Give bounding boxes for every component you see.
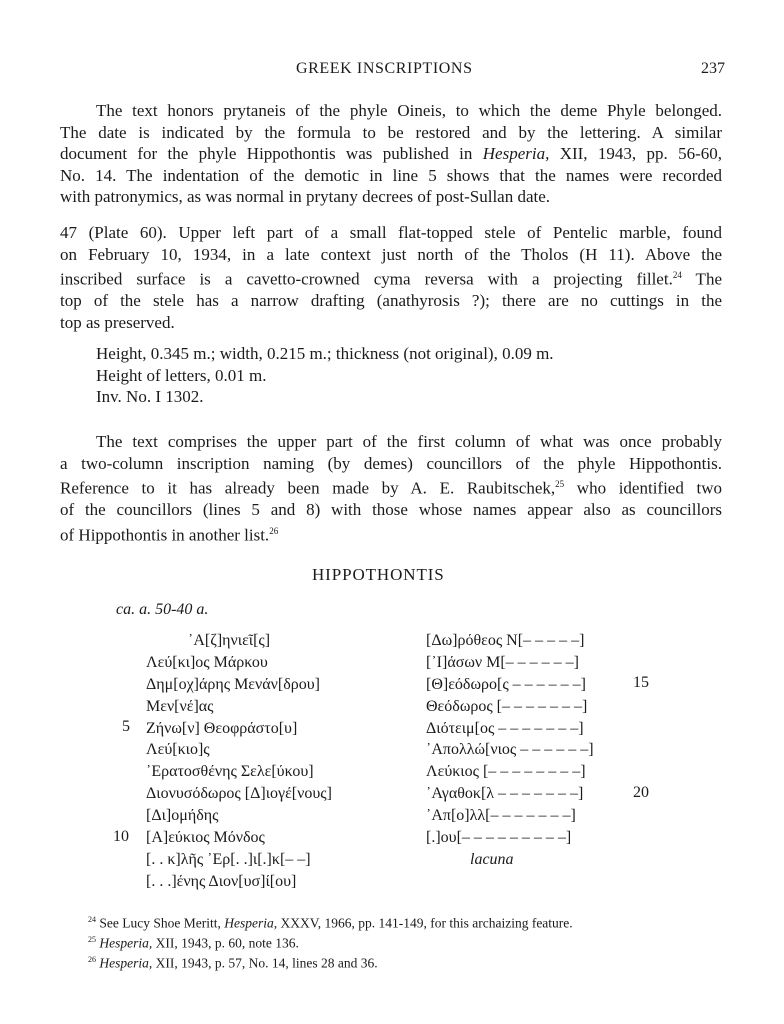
commentary-line: of the councillors (lines 5 and 8) with those whose names appear also as councillors bbox=[60, 500, 722, 520]
commentary-line: a two-column inscription naming (by demes) councillors of the phyle Hippothontis. bbox=[60, 453, 722, 473]
inscription-line: Λεύ[κιο]ς bbox=[146, 741, 210, 759]
inscription-line: [᾿Ι]άσων Μ[– – – – – –] bbox=[426, 653, 579, 671]
line-number: 10 bbox=[113, 828, 129, 845]
inscription-line: Θεόδωρος [– – – – – – –] bbox=[426, 697, 588, 715]
date-line bbox=[116, 601, 208, 619]
inscription-line: [Α]εύκιος Μόνδος bbox=[146, 829, 265, 847]
commentary-paragraph bbox=[60, 431, 722, 546]
entry-text: (Plate 60). Upper left part of a small flat-topped stele of Pentelic marble, found bbox=[77, 223, 722, 242]
footnote-text: XXXV, 1966, pp. 141-149, for this archaizing feature. bbox=[277, 915, 573, 931]
entry-line: top as preserved. bbox=[60, 313, 175, 333]
measurement-line: Height of letters, 0.01 m. bbox=[96, 365, 267, 385]
inscription-line: Δημ[οχ]άρης Μενάν[δρου] bbox=[146, 675, 320, 693]
footnote-text: XII, 1943, p. 60, note 136. bbox=[152, 935, 299, 951]
commentary-line bbox=[60, 521, 722, 546]
inscription-line: Λεύκιος [– – – – – – – –] bbox=[426, 763, 586, 781]
date-text: ca. a. 50-40 a. bbox=[116, 601, 209, 618]
footnote-ref: 24 bbox=[672, 270, 682, 281]
inscription-line: Διονυσόδωρος [Δ]ιογέ[νους] bbox=[146, 785, 332, 803]
measurement-line: Height, 0.345 m.; width, 0.215 m.; thickness (not original), 0.09 m. bbox=[96, 344, 554, 363]
entry-paragraph bbox=[60, 222, 722, 334]
line-number: 5 bbox=[122, 718, 130, 735]
measurement-line: Inv. No. I 1302. bbox=[96, 387, 204, 407]
inscription-line: ᾿Α[ζ]ηνιεῖ[ς] bbox=[188, 632, 271, 649]
footnote bbox=[88, 912, 573, 932]
journal-title: Hesperia, bbox=[99, 955, 153, 971]
running-header-title: GREEK INSCRIPTIONS bbox=[296, 60, 473, 77]
footnote-number: 25 bbox=[88, 935, 96, 945]
entry-line: top of the stele has a narrow drafting (anathyrosis ?); there are no cuttings in the bbox=[60, 291, 722, 311]
commentary-text: Reference to it has already been made by A. E. Raubitschek, bbox=[60, 478, 556, 498]
inscription-column-a bbox=[146, 630, 332, 893]
footnote bbox=[88, 952, 573, 972]
inscription-line: [Θ]εόδωρο[ς – – – – – –] bbox=[426, 675, 586, 693]
inscription-line: Μεν[νέ]ας bbox=[146, 697, 214, 715]
inscription-line: ᾿Ερατοσθένης Σελε[ύκου] bbox=[146, 763, 314, 781]
commentary-text: who identified two bbox=[564, 478, 723, 498]
journal-title: Hesperia, bbox=[224, 915, 278, 931]
inscription-line: ᾿Απολλώ[νιος – – – – – –] bbox=[426, 741, 594, 759]
line-number: 15 bbox=[633, 674, 649, 691]
journal-title: Hesperia, bbox=[99, 935, 153, 951]
inscription-line: Λεύ[κι]ος Μάρκου bbox=[146, 653, 268, 671]
intro-line: with patronymics, as was normal in prytany decrees of post-Sullan date. bbox=[60, 187, 551, 207]
inscription-column-b bbox=[426, 630, 594, 871]
inscription-line: [Δω]ρόθεος Ν[– – – – –] bbox=[426, 632, 585, 649]
inscription-line: [Δι]ομήδης bbox=[146, 807, 219, 825]
intro-line: The text honors prytaneis of the phyle Oineis, to which the deme Phyle belonged. bbox=[96, 101, 722, 120]
line-number: 20 bbox=[633, 784, 649, 801]
entry-number: 47 bbox=[60, 223, 77, 242]
footnote-number: 26 bbox=[88, 955, 96, 965]
intro-text: XII, 1943, pp. 56-60, bbox=[549, 144, 723, 164]
inscription-line: Διότειμ[ος – – – – – – –] bbox=[426, 719, 584, 737]
section-title: HIPPOTHONTIS bbox=[312, 565, 445, 584]
footnotes bbox=[88, 912, 573, 972]
entry-text: The bbox=[681, 269, 722, 289]
intro-line: The date is indicated by the formula to be restored and by the lettering. A similar bbox=[60, 122, 722, 142]
intro-line: No. 14. The indentation of the demotic in line 5 shows that the names were recorded bbox=[60, 165, 722, 185]
entry-line bbox=[60, 265, 722, 290]
lacuna-text: lacuna bbox=[470, 850, 514, 868]
intro-paragraph bbox=[60, 100, 722, 208]
inscription-line: ᾿Αγαθοκ[λ – – – – – – –] bbox=[426, 785, 584, 803]
page-number: 237 bbox=[701, 60, 725, 77]
footnote bbox=[88, 932, 573, 952]
footnote-text: XII, 1943, p. 57, No. 14, lines 28 and 36. bbox=[152, 955, 378, 971]
footnote-number: 24 bbox=[88, 915, 96, 924]
inscription-line: Ζήνω[ν] Θεοφράστο[υ] bbox=[146, 719, 298, 737]
intro-line bbox=[60, 143, 722, 165]
journal-title: Hesperia, bbox=[482, 144, 550, 164]
commentary-line: The text comprises the upper part of the first column of what was once probably bbox=[96, 432, 722, 451]
commentary-text: of Hippothontis in another list. bbox=[60, 525, 270, 545]
footnote-text: See Lucy Shoe Meritt, bbox=[99, 915, 225, 931]
commentary-line bbox=[60, 474, 722, 499]
measurements bbox=[96, 343, 554, 408]
lacuna-label bbox=[426, 849, 594, 871]
entry-line: on February 10, 1934, in a late context just north of the Tholos (H 11). Above the bbox=[60, 244, 722, 264]
entry-line bbox=[60, 222, 722, 244]
inscription-line: [.]ου[– – – – – – – – –] bbox=[426, 829, 572, 847]
inscription-line: [. . κ]λῆς ᾿Ερ[. .]ι[.]κ[– –] bbox=[146, 850, 311, 868]
footnote-ref: 26 bbox=[269, 526, 279, 537]
footnote-ref: 25 bbox=[555, 479, 565, 490]
intro-text: document for the phyle Hippothontis was published in bbox=[60, 144, 483, 164]
entry-text: inscribed surface is a cavetto-crowned cyma reversa with a projecting fillet. bbox=[60, 269, 673, 289]
inscription-line: [. . .]ένης Διον[υσ]ί[ου] bbox=[146, 872, 297, 890]
inscription-line: ᾿Απ[ο]λλ[– – – – – – –] bbox=[426, 807, 576, 825]
